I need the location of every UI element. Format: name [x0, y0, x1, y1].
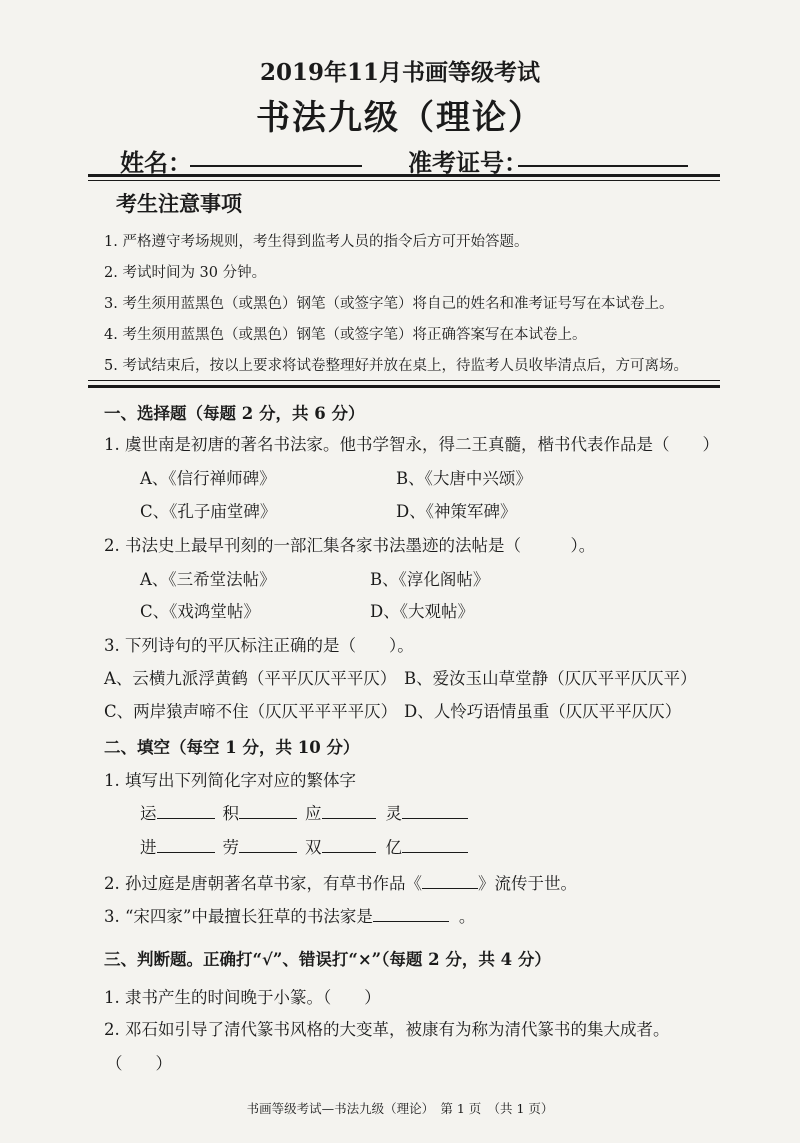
fill-blank[interactable]: [157, 838, 215, 853]
fill-row-2: [140, 834, 468, 858]
fill-row-1: [140, 800, 468, 824]
q3-option-a: A、云横九派浮黄鹤（平平仄仄平平仄）: [104, 669, 397, 688]
notice-item: 3. 考生须用蓝黑色（或黑色）钢笔（或签字笔）将自己的姓名和准考证号写在本试卷上。: [104, 296, 674, 312]
q2-stem: 2. 书法史上最早刊刻的一部汇集各家书法墨迹的法帖是（ ）。: [104, 536, 596, 555]
notice-heading: 考生注意事项: [116, 191, 242, 216]
fill-q3: [104, 903, 475, 927]
fill-q2-text: 2. 孙过庭是唐朝著名草书家，有草书作品《: [104, 874, 422, 893]
fill-blank[interactable]: [373, 907, 449, 922]
fill-blank[interactable]: [157, 804, 215, 819]
exam-title: 2019年11月书画等级考试: [259, 59, 541, 86]
notice-item: 2. 考试时间为 30 分钟。: [104, 265, 267, 281]
fill-blank[interactable]: [402, 838, 468, 853]
name-label: 姓名：: [120, 148, 192, 177]
q3-option-c: C、两岸猿声啼不住（仄仄平平平平仄）: [104, 702, 398, 721]
fill-blank[interactable]: [402, 804, 468, 819]
fill-char: 灵: [385, 804, 402, 823]
q2-option-a: A、《三希堂法帖》: [140, 570, 276, 589]
q3-option-b: B、爱汝玉山草堂静（仄仄平平仄仄平）: [404, 669, 697, 688]
section-2-heading: 二、填空（每空 1 分，共 10 分）: [104, 738, 360, 757]
fill-char: 积: [222, 804, 239, 823]
fill-blank[interactable]: [239, 804, 297, 819]
fill-q3-text: 3. “宋四家”中最擅长狂草的书法家是: [104, 907, 373, 926]
judge-q2: 2. 邓石如引导了清代篆书风格的大变革，被康有为称为清代篆书的集大成者。: [104, 1020, 670, 1039]
divider: [88, 385, 720, 388]
section-1-heading: 一、选择题（每题 2 分，共 6 分）: [104, 404, 365, 423]
fill-q2: [104, 870, 577, 894]
q2-option-d: D、《大观帖》: [370, 602, 474, 621]
q2-option-b: B、《淳化阁帖》: [370, 570, 490, 589]
fill-char: 双: [305, 838, 322, 857]
fill-q1-stem: 1. 填写出下列简化字对应的繁体字: [104, 771, 356, 790]
fill-q2-text-end: 》流传于世。: [478, 874, 577, 893]
subject-title: 书法九级（理论）: [256, 98, 544, 138]
fill-char: 应: [305, 804, 322, 823]
fill-blank[interactable]: [322, 804, 376, 819]
q1-stem: 1. 虞世南是初唐的著名书法家。他书学智永，得二王真髓，楷书代表作品是（ ）: [104, 435, 719, 454]
q3-option-d: D、人怜巧语情虽重（仄仄平平仄仄）: [404, 702, 682, 721]
fill-blank[interactable]: [422, 874, 478, 889]
judge-q1: 1. 隶书产生的时间晚于小篆。（ ）: [104, 988, 381, 1007]
q1-option-d: D、《神策军碑》: [396, 502, 517, 521]
notice-item: 4. 考生须用蓝黑色（或黑色）钢笔（或签字笔）将正确答案写在本试卷上。: [104, 327, 587, 343]
section-3-heading: 三、判断题。正确打“√”、错误打“×”（每题 2 分，共 4 分）: [104, 950, 551, 969]
fill-q3-text-end: 。: [458, 907, 476, 926]
id-field: [518, 165, 688, 167]
name-field: [190, 165, 362, 167]
fill-blank[interactable]: [239, 838, 297, 853]
fill-blank[interactable]: [322, 838, 376, 853]
fill-char: 进: [140, 838, 157, 857]
fill-char: 运: [140, 804, 157, 823]
q1-option-b: B、《大唐中兴颂》: [396, 469, 532, 488]
q1-option-c: C、《孔子庙堂碑》: [140, 502, 277, 521]
q1-option-a: A、《信行禅师碑》: [140, 469, 276, 488]
divider: [88, 380, 720, 381]
id-label: 准考证号：: [408, 148, 528, 177]
divider: [88, 174, 720, 177]
page-footer: 书画等级考试—书法九级（理论） 第 1 页 （共 1 页）: [246, 1101, 554, 1116]
divider: [88, 180, 720, 181]
q2-option-c: C、《戏鸿堂帖》: [140, 602, 260, 621]
notice-item: 5. 考试结束后，按以上要求将试卷整理好并放在桌上，待监考人员收毕清点后，方可离场。: [104, 358, 688, 374]
judge-q2-paren: （ ）: [106, 1054, 172, 1073]
notice-item: 1. 严格遵守考场规则，考生得到监考人员的指令后方可开始答题。: [104, 234, 529, 250]
q3-stem: 3. 下列诗句的平仄标注正确的是（ ）。: [104, 636, 414, 655]
fill-char: 劳: [222, 838, 239, 857]
fill-char: 亿: [385, 838, 402, 857]
